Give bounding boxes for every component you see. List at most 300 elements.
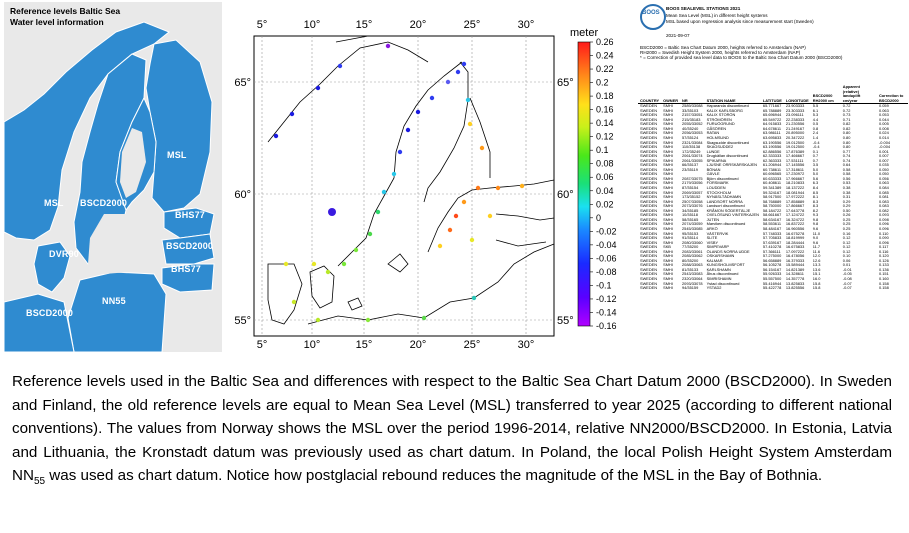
table-cell: SWEDEN <box>640 248 658 254</box>
table-cell: 17.866667 <box>785 203 805 209</box>
table-cell: 5.0 <box>812 171 819 177</box>
colorbar-tick-label: 0.12 <box>596 131 614 142</box>
table-cell: 17.858889 <box>785 198 805 204</box>
table-cell: 2074/33059 <box>682 221 703 227</box>
table-cell: 0.77 <box>842 148 851 154</box>
table-cell: 15.8 <box>812 285 821 291</box>
table-cell: 9.6 <box>812 239 819 245</box>
table-cell: 0.151 <box>879 271 889 277</box>
table-cell: OXELÖSUND VINTERKAJEN <box>706 212 759 218</box>
table-cell: 13.825833 <box>785 280 805 286</box>
table-cell: 65.549722 <box>762 116 782 122</box>
table-cell: 0.29 <box>842 198 851 204</box>
table-cell: 81/35133 <box>682 266 699 272</box>
table-cell: 172/35249 <box>682 148 701 154</box>
table-cell: 65.771667 <box>762 103 782 109</box>
station-point <box>290 112 294 116</box>
table-cell: SWEDEN <box>640 166 658 172</box>
table-cell: 0.64 <box>842 162 851 168</box>
table-cell: SWEDEN <box>640 148 658 154</box>
colorbar-tick-label: 0.08 <box>596 158 614 169</box>
table-cell: SMHI <box>663 221 673 227</box>
table-cell: 0.80 <box>842 139 851 145</box>
label-bhs77-estonia: BHS77 <box>175 210 206 220</box>
table-cell: SMHI <box>663 198 673 204</box>
table-cell: 0.10 <box>842 253 851 259</box>
table-cell: 8.1 <box>812 194 819 200</box>
table-cell: 0.1 <box>812 148 819 154</box>
table-cell: SMHI <box>663 139 673 145</box>
table-cell: 60.696565 <box>762 171 782 177</box>
station-point <box>468 122 472 126</box>
colorbar-tick-label: 0.22 <box>596 64 614 75</box>
table-cell: 0.014 <box>879 135 889 141</box>
table-cell: SMHI <box>663 144 673 150</box>
table-cell: 0.38 <box>842 189 851 195</box>
table-cell: 2061/33074 <box>682 153 703 159</box>
table-cell: SMHI <box>663 230 673 236</box>
table-cell: SMHI <box>663 157 673 163</box>
table-cell: 57.705833 <box>762 235 782 241</box>
map-frame <box>254 36 554 336</box>
table-cell: 0.050 <box>879 166 889 172</box>
table-cell: 0.06 <box>842 257 851 263</box>
table-cell: 0.7 <box>812 157 819 163</box>
table-cell: SWEDEN <box>640 139 658 145</box>
colorbar-tick-label: 0.04 <box>596 185 614 196</box>
table-cell: 0.120 <box>879 253 889 259</box>
table-cell: 17.966667 <box>785 175 805 181</box>
table-cell: 23.096111 <box>785 112 804 118</box>
table-cell: 16.960556 <box>785 225 805 231</box>
table-cell: SWEDEN <box>640 257 658 263</box>
table-cell: 0.58 <box>842 166 851 172</box>
table-cell: 0.82 <box>842 121 851 127</box>
table-cell: SIMRISHAMN <box>706 275 732 281</box>
table-cell: 17.466667 <box>785 153 805 159</box>
table-cell: 58.917500 <box>762 194 782 200</box>
stations-note: RH2000 = Swedish Height System 2000, heights referred to Amsterdam (NAP) <box>640 50 801 55</box>
table-cell: STRÖMÖREN <box>706 116 732 122</box>
table-cell: Ystad discontinued <box>706 280 740 286</box>
table-cell: RATAN <box>706 130 720 136</box>
table-cell: KRÅMON SÖDERTÄLJE <box>706 207 751 213</box>
colorbar-tick-label: 0.26 <box>596 37 614 47</box>
table-row <box>638 286 908 291</box>
table-cell: 60.738611 <box>762 166 782 172</box>
table-cell: LOUDDEN <box>706 185 726 191</box>
table-cell: SWEDEN <box>640 271 658 277</box>
station-point <box>354 248 358 252</box>
table-cell: 0.059 <box>879 103 889 109</box>
station-point <box>476 186 480 190</box>
table-cell: Skagsudde discontinued <box>706 139 749 145</box>
table-cell: 60.408611 <box>762 180 782 186</box>
table-cell: SWEDEN <box>640 180 658 186</box>
table-cell: SMHI <box>663 225 673 231</box>
table-cell: 0.50 <box>842 207 851 213</box>
station-point <box>274 134 278 138</box>
table-cell: 0.25 <box>842 225 851 231</box>
table-cell: 57/35124 <box>682 135 699 141</box>
station-point <box>496 186 500 190</box>
table-cell: SMHI <box>663 257 673 263</box>
table-cell: 15.8 <box>812 280 821 286</box>
table-cell: 0.082 <box>879 207 889 213</box>
table-cell: 2055/33052 <box>682 121 703 127</box>
table-cell: 9.8 <box>812 221 819 227</box>
table-cell: 23.303333 <box>785 107 805 113</box>
station-point <box>342 262 346 266</box>
table-cell: 0.005 <box>879 121 889 127</box>
colorbar-tick-label: -0.04 <box>596 239 617 250</box>
table-cell: -0.07 <box>842 280 852 286</box>
station-point <box>366 318 370 322</box>
table-cell: 14.821389 <box>785 266 805 272</box>
station-point <box>312 262 316 266</box>
table-cell: SWEDEN <box>640 116 658 122</box>
table-cell: SMHI <box>663 153 673 159</box>
table-cell: 0.050 <box>879 171 889 177</box>
table-cell: 3.5 <box>812 162 819 168</box>
difference-map <box>228 2 628 352</box>
table-cell: 0.110 <box>879 230 889 236</box>
table-cell: 1.4 <box>812 135 819 141</box>
table-cell: 0.31 <box>842 194 851 200</box>
y-tick-right: 55° <box>557 315 574 327</box>
colorbar-tick-label: 0.14 <box>596 118 614 129</box>
table-cell: SWEDEN <box>640 130 658 136</box>
station-point <box>382 190 386 194</box>
table-cell: 23/35119 <box>682 166 698 172</box>
table-cell: 15.1 <box>812 271 821 277</box>
table-cell: SWEDEN <box>640 221 658 227</box>
table-cell: 0.008 <box>879 125 889 131</box>
table-cell: 2157/33051 <box>682 112 703 118</box>
stations-title: BOOS SEALEVEL STATIONS 2021 <box>666 6 741 11</box>
table-cell: 23.903333 <box>785 103 805 109</box>
table-cell: 0.085 <box>879 189 889 195</box>
table-cell: 0.160 <box>879 275 889 281</box>
table-cell: SWEDEN <box>640 230 658 236</box>
table-cell: 0.081 <box>879 194 889 200</box>
table-cell: 0.25 <box>842 216 851 222</box>
table-cell: SWEDEN <box>640 107 658 113</box>
table-cell: 64.678611 <box>762 125 782 131</box>
table-cell: 57.410278 <box>762 244 782 250</box>
table-cell: SWEDEN <box>640 262 658 268</box>
x-tick-bottom: 30° <box>517 339 535 351</box>
table-cell: 6.1 <box>812 107 819 113</box>
table-cell: SMHI <box>663 266 673 272</box>
table-cell: 6.3 <box>812 180 819 186</box>
table-cell: SMHI <box>663 203 673 209</box>
table-cell: 63.190556 <box>762 144 782 150</box>
table-cell: 0.096 <box>879 221 889 227</box>
table-cell: 0.158 <box>879 285 889 291</box>
table-cell: SMHI <box>663 248 673 254</box>
station-point <box>422 316 426 320</box>
table-cell: 0.80 <box>842 135 851 141</box>
table-cell: SPIKARNA <box>706 157 727 163</box>
label-bhs77-lithuania: BHS77 <box>171 264 202 274</box>
x-tick-top: 25° <box>463 19 481 31</box>
table-cell: 2069/33057 <box>682 189 703 195</box>
table-cell: SWEDEN <box>640 153 658 159</box>
table-cell: 0.063 <box>879 180 889 186</box>
table-cell: 58.750000 <box>762 203 782 209</box>
table-cell: 64.915833 <box>762 121 782 127</box>
table-cell: ARKÖ <box>706 225 718 231</box>
table-cell: 0.71 <box>842 116 851 122</box>
table-cell: 61.206944 <box>762 162 782 168</box>
table-cell: 0.80 <box>842 130 851 136</box>
table-cell: 58.484167 <box>762 225 782 231</box>
table-cell: Åhus discontinued <box>706 271 739 277</box>
x-tick-top: 10° <box>303 19 321 31</box>
table-cell: GÅSÖREN <box>706 125 727 131</box>
table-cell: 0.053 <box>879 112 889 118</box>
colorbar-label: meter <box>570 27 599 39</box>
table-cell: SWEDEN <box>640 212 658 218</box>
table-cell: SWEDEN <box>640 175 658 181</box>
table-cell: SWEDEN <box>640 216 658 222</box>
label-bscd2000-sweden: BSCD2000 <box>80 198 128 208</box>
table-cell: 18.819999 <box>785 235 805 241</box>
table-cell: 21.249167 <box>785 125 805 131</box>
table-cell: 0.73 <box>842 112 851 118</box>
table-cell: 16.837222 <box>785 221 805 227</box>
caption-text-2: was used as chart datum. Notice how postglacial rebound reduces the magnitude of the MSL in the Bay of Bothnia. <box>45 467 823 485</box>
table-cell: 0.136 <box>879 266 889 272</box>
station-point <box>392 172 396 176</box>
table-cell: 5.6 <box>812 175 819 181</box>
table-cell: SMHI <box>663 212 673 218</box>
table-cell: 18.284444 <box>785 239 805 245</box>
table-cell: SMHI <box>663 185 673 191</box>
station-point <box>462 62 466 66</box>
table-cell: 65.788889 <box>762 107 782 113</box>
table-cell: 19.012500 <box>785 144 805 150</box>
table-cell: SMHI <box>663 175 673 181</box>
table-cell: 17.318611 <box>785 166 804 172</box>
table-cell: 5.3 <box>812 112 819 118</box>
table-header-cell: Apparent (relative) landuplift cm/year <box>841 85 877 104</box>
station-point <box>438 244 442 248</box>
table-cell: SWEDEN <box>640 203 658 209</box>
table-cell: 21.230556 <box>785 121 805 127</box>
table-cell: 5.0 <box>812 166 819 172</box>
table-header-cell: LATITUDE <box>761 85 784 104</box>
table-cell: 60.633333 <box>762 175 782 181</box>
table-cell: 63.695833 <box>762 135 782 141</box>
colorbar-tick-label: -0.12 <box>596 293 617 304</box>
table-cell: SMHI <box>663 207 673 213</box>
table-cell: SMHI <box>663 166 673 172</box>
station-point <box>430 96 434 100</box>
table-cell: 9.0 <box>812 235 819 241</box>
table-cell: 0.29 <box>842 203 851 209</box>
table-cell: KALIX KARLSBORG <box>706 107 743 113</box>
table-cell: SWEDEN <box>640 207 658 213</box>
table-cell: Marviken discontinued <box>706 221 746 227</box>
table-cell: SWEDEN <box>640 103 658 109</box>
table-cell: 16.675278 <box>785 230 805 236</box>
table-cell: 57.366111 <box>762 248 781 254</box>
table-cell: SWEDEN <box>640 244 658 250</box>
table-cell: 80/35200 <box>682 257 699 263</box>
colorbar-tick-label: -0.16 <box>596 321 617 331</box>
table-cell: 0.001 <box>879 148 889 154</box>
x-tick-top: 20° <box>409 19 427 31</box>
table-cell: 17.972222 <box>785 194 805 200</box>
region-poland <box>68 272 166 352</box>
table-cell: 4.4 <box>812 116 819 122</box>
table-cell: 0.8 <box>812 125 819 131</box>
table-cell: 16.0 <box>812 275 821 281</box>
table-cell: SMHI <box>663 121 673 127</box>
table-cell: 40/35240 <box>682 125 699 131</box>
label-bscd2000-latvia: BSCD2000 <box>166 241 214 251</box>
label-dvr90-denmark: DVR90 <box>49 249 80 259</box>
table-cell: SMHI <box>663 189 673 195</box>
table-cell: 20.895000 <box>785 130 805 136</box>
table-cell: -0.4 <box>812 139 820 145</box>
table-cell: 11.7 <box>812 244 821 250</box>
table-cell: 0.56 <box>842 175 851 181</box>
table-cell: SWEDEN <box>640 275 658 281</box>
table-cell: 0.74 <box>842 153 851 159</box>
colorbar-tick-label: -0.1 <box>596 280 612 291</box>
reference-map-subtitle: Water level information <box>10 17 104 27</box>
table-cell: 58.768889 <box>762 198 782 204</box>
colorbar-tick-label: -0.06 <box>596 253 617 264</box>
colorbar-tick-label: 0.18 <box>596 91 614 102</box>
table-cell: 58/35165 <box>682 216 699 222</box>
table-cell: 0.063 <box>879 107 889 113</box>
station-point <box>316 86 320 90</box>
table-header-cell: NR <box>680 85 705 104</box>
table-cell: LUNDE <box>706 148 720 154</box>
table-cell: 5.5 <box>812 103 819 109</box>
table-cell: 8.3 <box>812 198 819 204</box>
colorbar-tick-label: 0.1 <box>596 145 609 156</box>
table-cell: 14.328611 <box>785 271 804 277</box>
table-cell: 8.3 <box>812 203 819 209</box>
table-cell: JUTEN <box>706 216 720 222</box>
colorbar-tick-label: 0.24 <box>596 50 614 61</box>
colorbar-tick-label: 0.06 <box>596 172 614 183</box>
colorbar-tick-label: 0.16 <box>596 104 614 115</box>
table-cell: SMHI <box>663 116 673 122</box>
table-cell: SMHI <box>663 271 673 277</box>
station-point <box>520 184 524 188</box>
table-header-cell: STATION NAME <box>705 85 761 104</box>
table-cell: 0.01 <box>842 262 851 268</box>
table-cell: 2589/33088 <box>682 103 703 109</box>
table-cell: 8.4 <box>812 185 819 191</box>
table-cell: 2087/33075 <box>682 175 703 181</box>
table-cell: 2061/33055 <box>682 157 703 163</box>
table-cell: 2320/33064 <box>682 275 703 281</box>
table-cell: SMHI <box>663 125 673 131</box>
x-tick-top: 15° <box>355 19 373 31</box>
table-cell: 77/35200 <box>682 244 699 250</box>
boos-logo <box>640 4 666 30</box>
table-cell: 2543/33083 <box>682 271 703 277</box>
table-cell: 16.675833 <box>785 244 805 250</box>
table-cell: 2179/33056 <box>682 180 703 186</box>
table-cell: NYNÄSLTÄDHAMN <box>706 194 742 200</box>
table-cell: 0.158 <box>879 280 889 286</box>
region-germany <box>4 294 74 352</box>
table-cell: 33/35103 <box>682 107 699 113</box>
table-cell: 19.012500 <box>785 139 805 145</box>
table-cell: 62.886556 <box>762 148 782 154</box>
station-point <box>448 228 452 232</box>
table-cell: 0.16 <box>842 230 851 236</box>
table-cell: 16.324722 <box>785 216 805 222</box>
difference-map-graphic <box>228 2 628 352</box>
station-point <box>376 210 380 214</box>
x-tick-bottom: 10° <box>303 339 321 351</box>
table-cell: 56.154167 <box>762 266 782 272</box>
table-cell: 94/35159 <box>682 285 699 291</box>
station-point <box>386 44 390 48</box>
table-cell: Drugkällan discontinued <box>706 153 749 159</box>
table-cell: -0.07 <box>842 285 852 291</box>
stations-subtitle: Mean Sea Level (MSL) in different height systems <box>666 13 768 18</box>
table-cell: 2.4 <box>812 130 819 136</box>
table-cell: 2080/33060 <box>682 239 703 245</box>
table-cell: 0.38 <box>842 185 851 191</box>
table-cell: SWEDEN <box>640 162 658 168</box>
stations-panel <box>636 2 908 357</box>
label-msl-finland: MSL <box>167 150 187 160</box>
table-cell: SWEDEN <box>640 239 658 245</box>
table-cell: 2056/33053 <box>682 130 703 136</box>
colorbar-tick-label: 0.2 <box>596 77 609 88</box>
x-tick-bottom: 20° <box>409 339 427 351</box>
x-tick-bottom: 15° <box>355 339 373 351</box>
table-cell: OSKARSHAMN <box>706 253 735 259</box>
table-cell: 58.553611 <box>762 221 782 227</box>
table-cell: 56.105278 <box>762 262 782 268</box>
table-cell: Björn discontinued <box>706 175 739 181</box>
table-cell: SWEDEN <box>640 121 658 127</box>
table-cell: 0.12 <box>842 235 851 241</box>
table-cell: SMHI <box>663 130 673 136</box>
stations-table-header <box>638 85 908 104</box>
label-nn55-poland: NN55 <box>102 296 126 306</box>
stations-date: 2021-09-07 <box>666 33 690 38</box>
table-cell: HOLMSUND <box>706 135 729 141</box>
colorbar-tick-label: 0.02 <box>596 199 614 210</box>
table-cell: 17.876389 <box>785 148 805 154</box>
boos-logo-text: BOOS <box>642 10 660 16</box>
table-cell: 0.25 <box>842 221 851 227</box>
table-cell: 11.6 <box>812 248 821 254</box>
table-cell: SWEDEN <box>640 185 658 191</box>
table-cell: -0.4 <box>812 144 820 150</box>
table-cell: 17.145556 <box>785 162 805 168</box>
table-cell: SMHI <box>663 194 673 200</box>
table-cell: SLITE <box>706 235 718 241</box>
table-cell: SMHI <box>663 285 673 291</box>
table-cell: 59.324167 <box>762 189 782 195</box>
table-cell: -0.01 <box>842 266 852 272</box>
table-cell: SWEDEN <box>640 112 658 118</box>
